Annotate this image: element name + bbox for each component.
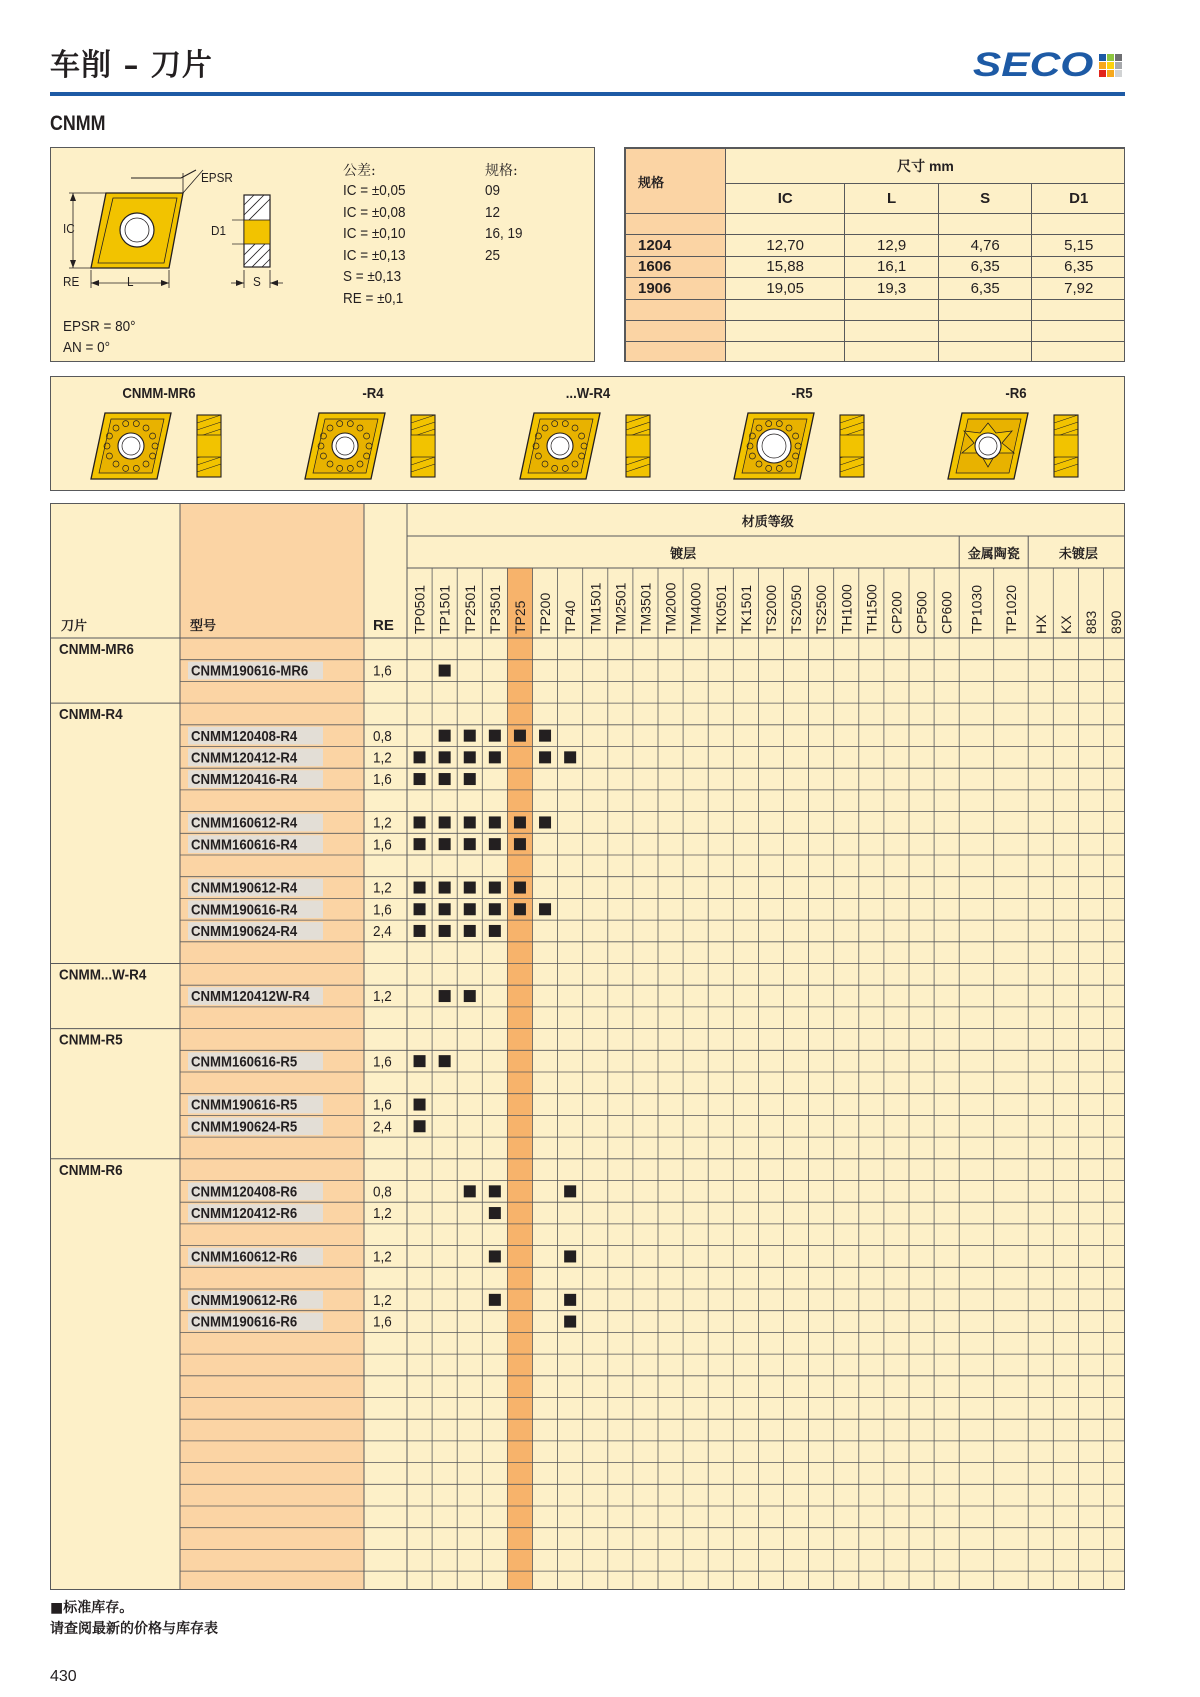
insert-designation: CNMM160616-R4 bbox=[191, 835, 298, 853]
insert-designation: CNMM160616-R5 bbox=[191, 1052, 298, 1070]
grade-header: TP1501 bbox=[436, 584, 453, 634]
stock-marker bbox=[489, 730, 501, 742]
stock-marker bbox=[464, 925, 476, 937]
dim-cell bbox=[726, 342, 845, 362]
stock-marker bbox=[539, 751, 551, 763]
header-rule bbox=[50, 92, 1125, 96]
re-value: 1,6 bbox=[373, 1314, 392, 1331]
stock-marker bbox=[564, 1250, 576, 1262]
s-diagram-label: S bbox=[253, 274, 261, 289]
re-value: 1,2 bbox=[373, 814, 392, 832]
insert-designation: CNMM120408-R6 bbox=[191, 1182, 298, 1200]
dimensions-panel bbox=[624, 147, 1125, 362]
stock-marker bbox=[489, 1294, 501, 1306]
dim-cell bbox=[1032, 299, 1125, 320]
page-number: 430 bbox=[50, 1668, 77, 1685]
insert-designation: CNMM120416-R4 bbox=[191, 770, 298, 788]
stock-marker bbox=[439, 730, 451, 742]
stock-marker bbox=[539, 903, 551, 915]
re-value: 2,4 bbox=[373, 1118, 392, 1136]
dim-cell bbox=[845, 299, 939, 320]
dim-cell bbox=[726, 320, 845, 341]
insert-group-name: CNMM-MR6 bbox=[59, 641, 134, 659]
dim-row bbox=[626, 256, 1126, 277]
tolerance-label: 公差: bbox=[343, 163, 376, 179]
re-value: 1,2 bbox=[373, 1205, 392, 1223]
dimensions-table bbox=[625, 148, 1125, 362]
logo-text: SECO bbox=[972, 46, 1093, 84]
grade-header: TK1501 bbox=[737, 584, 754, 634]
size-cell: 1906 bbox=[626, 278, 726, 299]
tolerance-item: IC = ±0,08 bbox=[343, 203, 406, 221]
grade-header: TP200 bbox=[537, 592, 554, 634]
stock-marker bbox=[564, 1185, 576, 1197]
stock-marker bbox=[439, 990, 451, 1002]
dim-cell: 19,05 bbox=[726, 278, 845, 299]
cermet-group-header: 金属陶瓷 bbox=[967, 547, 1020, 562]
uncoated-group-header: 未镀层 bbox=[1058, 547, 1098, 562]
stock-marker bbox=[464, 903, 476, 915]
grade-header: KX bbox=[1057, 615, 1074, 634]
insert-group-name: CNMM-R6 bbox=[59, 1162, 123, 1180]
tolerance-item: IC = ±0,10 bbox=[343, 225, 406, 242]
grade-header: TH1000 bbox=[838, 584, 855, 634]
size-item: 12 bbox=[485, 203, 501, 221]
stock-marker bbox=[439, 903, 451, 915]
size-cell: 1204 bbox=[626, 235, 726, 256]
grade-header: CP600 bbox=[938, 591, 955, 634]
stock-marker bbox=[439, 838, 451, 850]
re-value: 0,8 bbox=[373, 1183, 392, 1201]
stock-marker bbox=[514, 838, 526, 850]
epsr-diagram-label: EPSR bbox=[201, 170, 233, 185]
stock-marker bbox=[514, 730, 526, 742]
insert-designation: CNMM190616-R6 bbox=[191, 1312, 298, 1330]
stock-marker bbox=[464, 751, 476, 763]
size-item: 16, 19 bbox=[485, 225, 523, 242]
size-cell bbox=[626, 320, 726, 341]
stock-marker bbox=[564, 1316, 576, 1328]
stock-marker bbox=[414, 1120, 426, 1132]
page-title: 车削 – 刀片 bbox=[50, 48, 213, 83]
stock-marker bbox=[539, 816, 551, 828]
dim-column-header: D1 bbox=[1032, 184, 1125, 214]
re-value: 1,6 bbox=[373, 901, 392, 919]
grade-header: HX bbox=[1032, 614, 1049, 634]
dim-blank-row bbox=[626, 320, 1126, 341]
stock-marker bbox=[439, 925, 451, 937]
dim-blank-row bbox=[626, 342, 1126, 362]
insert-designation: CNMM160612-R4 bbox=[191, 813, 298, 831]
epsr-value: EPSR = 80° bbox=[63, 318, 136, 335]
insert-designation: CNMM120408-R4 bbox=[191, 726, 298, 744]
dim-cell: 6,35 bbox=[938, 256, 1032, 277]
insert-designation: CNMM120412-R6 bbox=[191, 1204, 298, 1222]
stock-marker bbox=[414, 882, 426, 894]
geometry-label: -R6 bbox=[1005, 385, 1027, 402]
stock-marker bbox=[439, 1055, 451, 1067]
size-header: 规格 bbox=[626, 149, 726, 214]
insert-designation: CNMM190624-R5 bbox=[191, 1117, 298, 1135]
size-item: 25 bbox=[485, 246, 501, 264]
grade-header: TM4000 bbox=[687, 582, 704, 634]
size-cell bbox=[626, 299, 726, 320]
dim-header-row bbox=[626, 149, 1126, 184]
dim-cell: 6,35 bbox=[938, 278, 1032, 299]
grade-header: TM2501 bbox=[612, 582, 629, 634]
stock-marker bbox=[414, 1055, 426, 1067]
stock-marker bbox=[414, 1099, 426, 1111]
l-diagram-label: L bbox=[127, 274, 134, 289]
dim-row bbox=[626, 278, 1126, 299]
re-value: 1,2 bbox=[373, 880, 392, 897]
stock-marker bbox=[489, 1185, 501, 1197]
insert-column-header: 刀片 bbox=[61, 619, 88, 634]
dim-cell bbox=[1032, 342, 1125, 362]
grade-header: TK0501 bbox=[712, 584, 729, 634]
dim-cell bbox=[1032, 214, 1125, 235]
tolerance-list bbox=[343, 180, 406, 309]
re-value: 1,2 bbox=[373, 1292, 392, 1310]
dim-cell: 6,35 bbox=[1032, 256, 1125, 277]
dim-cell bbox=[938, 214, 1032, 235]
grade-header: TP3501 bbox=[486, 584, 503, 634]
insert-designation: CNMM190612-R4 bbox=[191, 878, 298, 896]
stock-marker bbox=[539, 730, 551, 742]
stock-marker bbox=[489, 816, 501, 828]
grade-header: TH1500 bbox=[863, 584, 880, 634]
coated-group-header: 镀层 bbox=[670, 547, 697, 562]
grade-header: CP200 bbox=[888, 591, 905, 634]
stock-marker bbox=[564, 1294, 576, 1306]
dim-column-header: S bbox=[938, 184, 1032, 214]
insert-designation: CNMM190624-R4 bbox=[191, 922, 298, 940]
re-value: 2,4 bbox=[373, 923, 392, 941]
grade-header: TS2500 bbox=[813, 584, 830, 634]
geometry-insert-image bbox=[702, 407, 892, 487]
grade-header: TP40 bbox=[562, 600, 579, 634]
size-label: 规格: bbox=[485, 163, 518, 179]
stock-marker bbox=[564, 751, 576, 763]
dim-blank-row bbox=[626, 299, 1126, 320]
size-item: 09 bbox=[485, 182, 501, 199]
insert-designation: CNMM190612-R6 bbox=[191, 1291, 298, 1309]
re-value: 0,8 bbox=[373, 728, 392, 746]
geometry-insert-image bbox=[916, 407, 1106, 487]
stock-marker bbox=[464, 730, 476, 742]
dim-cell bbox=[726, 214, 845, 235]
geometry-insert-image bbox=[59, 407, 249, 487]
re-value: 1,2 bbox=[373, 749, 392, 767]
stock-marker bbox=[414, 751, 426, 763]
re-diagram-label: RE bbox=[63, 274, 80, 289]
dim-cell bbox=[938, 299, 1032, 320]
stock-marker bbox=[439, 751, 451, 763]
stock-marker bbox=[489, 882, 501, 894]
re-value: 1,2 bbox=[373, 1248, 392, 1266]
grade-header: CP500 bbox=[913, 591, 930, 634]
stock-marker bbox=[464, 990, 476, 1002]
tolerance-item: IC = ±0,05 bbox=[343, 182, 406, 199]
stock-marker bbox=[464, 1185, 476, 1197]
grade-header: TS2000 bbox=[762, 584, 779, 634]
spec-panel bbox=[50, 147, 595, 362]
grade-header: 890 bbox=[1108, 610, 1125, 634]
stock-marker bbox=[489, 1250, 501, 1262]
tolerance-item: S = ±0,13 bbox=[343, 268, 402, 285]
stock-marker bbox=[439, 882, 451, 894]
grade-header: TP0501 bbox=[411, 584, 428, 634]
dim-cell bbox=[845, 214, 939, 235]
price-footnote: 请查阅最新的价格与库存表 bbox=[50, 1621, 218, 1637]
stock-marker bbox=[439, 773, 451, 785]
dim-column-header: L bbox=[845, 184, 939, 214]
section-code: CNMM bbox=[50, 112, 106, 135]
designation-column-header: 型号 bbox=[190, 619, 217, 634]
re-value: 1,6 bbox=[373, 1053, 392, 1071]
dim-cell: 4,76 bbox=[938, 235, 1032, 256]
d1-diagram-label: D1 bbox=[211, 223, 226, 238]
an-value: AN = 0° bbox=[63, 339, 111, 356]
dim-cell: 19,3 bbox=[845, 278, 939, 299]
re-value: 1,6 bbox=[373, 771, 392, 789]
logo-color-grid bbox=[1099, 54, 1122, 77]
material-grade-header: 材质等级 bbox=[741, 515, 794, 530]
stock-marker bbox=[414, 903, 426, 915]
stock-marker bbox=[514, 903, 526, 915]
grade-header: TP2501 bbox=[461, 584, 478, 634]
geometry-insert-image bbox=[488, 407, 678, 487]
stock-marker bbox=[489, 751, 501, 763]
insert-group-name: CNMM-R5 bbox=[59, 1031, 123, 1049]
grade-header: 883 bbox=[1082, 610, 1099, 634]
tolerance-item: RE = ±0,1 bbox=[343, 289, 404, 307]
stock-marker bbox=[489, 838, 501, 850]
stock-marker bbox=[514, 882, 526, 894]
ic-diagram-label: IC bbox=[63, 221, 75, 236]
stock-marker bbox=[439, 816, 451, 828]
dim-cell bbox=[938, 342, 1032, 362]
grade-table bbox=[50, 503, 1125, 1590]
stock-marker bbox=[489, 925, 501, 937]
insert-group-name: CNMM-R4 bbox=[59, 706, 123, 724]
dim-cell: 5,15 bbox=[1032, 235, 1125, 256]
stock-footnote: ■标准库存。 bbox=[50, 1600, 134, 1616]
insert-designation: CNMM190616-R5 bbox=[191, 1095, 298, 1113]
geometry-insert-image bbox=[273, 407, 463, 487]
stock-marker bbox=[489, 903, 501, 915]
geometry-label: -R4 bbox=[362, 385, 384, 402]
re-value: 1,6 bbox=[373, 1097, 392, 1114]
grade-header: TM1501 bbox=[587, 582, 604, 634]
stock-marker bbox=[489, 1207, 501, 1219]
stock-marker bbox=[414, 773, 426, 785]
size-cell bbox=[626, 342, 726, 362]
dim-cell: 16,1 bbox=[845, 256, 939, 277]
insert-designation: CNMM120412-R4 bbox=[191, 748, 298, 766]
dim-cell bbox=[845, 320, 939, 341]
dim-cell: 15,88 bbox=[726, 256, 845, 277]
stock-marker bbox=[514, 816, 526, 828]
stock-marker bbox=[414, 816, 426, 828]
re-value: 1,2 bbox=[373, 988, 392, 1006]
grade-header: TP1030 bbox=[968, 584, 985, 634]
stock-marker bbox=[439, 665, 451, 677]
highlight-column-bg bbox=[507, 568, 532, 1590]
geometry-label: ...W-R4 bbox=[565, 385, 611, 402]
dim-title: 尺寸 mm bbox=[726, 149, 1126, 184]
stock-marker bbox=[464, 838, 476, 850]
grade-header: TP25 bbox=[511, 600, 528, 634]
dim-spacer-row bbox=[626, 214, 1126, 235]
grade-header: TM2000 bbox=[662, 582, 679, 634]
insert-designation: CNMM190616-MR6 bbox=[191, 661, 309, 679]
re-column-header: RE bbox=[373, 617, 394, 634]
dim-column-header: IC bbox=[726, 184, 845, 214]
grade-header: TM3501 bbox=[637, 582, 654, 634]
insert-designation: CNMM120412W-R4 bbox=[191, 987, 310, 1005]
stock-marker bbox=[464, 816, 476, 828]
dim-row bbox=[626, 235, 1126, 256]
dim-cell: 12,9 bbox=[845, 235, 939, 256]
dim-cell bbox=[726, 299, 845, 320]
dim-cell bbox=[845, 342, 939, 362]
insert-group-name: CNMM...W-R4 bbox=[59, 966, 147, 984]
dim-cell: 7,92 bbox=[1032, 278, 1125, 299]
dim-cell bbox=[938, 320, 1032, 341]
size-cell: 1606 bbox=[626, 256, 726, 277]
grade-header: TS2050 bbox=[788, 584, 805, 634]
geometry-label: -R5 bbox=[791, 385, 813, 402]
dim-cell: 12,70 bbox=[726, 235, 845, 256]
re-value: 1,6 bbox=[373, 663, 392, 680]
size-cell bbox=[626, 214, 726, 235]
grade-grid bbox=[51, 504, 1125, 1590]
dim-cell bbox=[1032, 320, 1125, 341]
tolerance-item: IC = ±0,13 bbox=[343, 246, 406, 264]
grade-header: TP1020 bbox=[1002, 584, 1019, 634]
size-list bbox=[485, 180, 523, 266]
stock-marker bbox=[414, 925, 426, 937]
stock-marker bbox=[464, 882, 476, 894]
geometry-panel bbox=[50, 376, 1125, 491]
geometry-label: CNMM-MR6 bbox=[122, 385, 196, 402]
insert-designation: CNMM160612-R6 bbox=[191, 1247, 298, 1265]
stock-marker bbox=[464, 773, 476, 785]
seco-logo bbox=[972, 46, 1122, 85]
stock-marker bbox=[414, 838, 426, 850]
re-value: 1,6 bbox=[373, 836, 392, 854]
insert-designation: CNMM190616-R4 bbox=[191, 900, 298, 918]
